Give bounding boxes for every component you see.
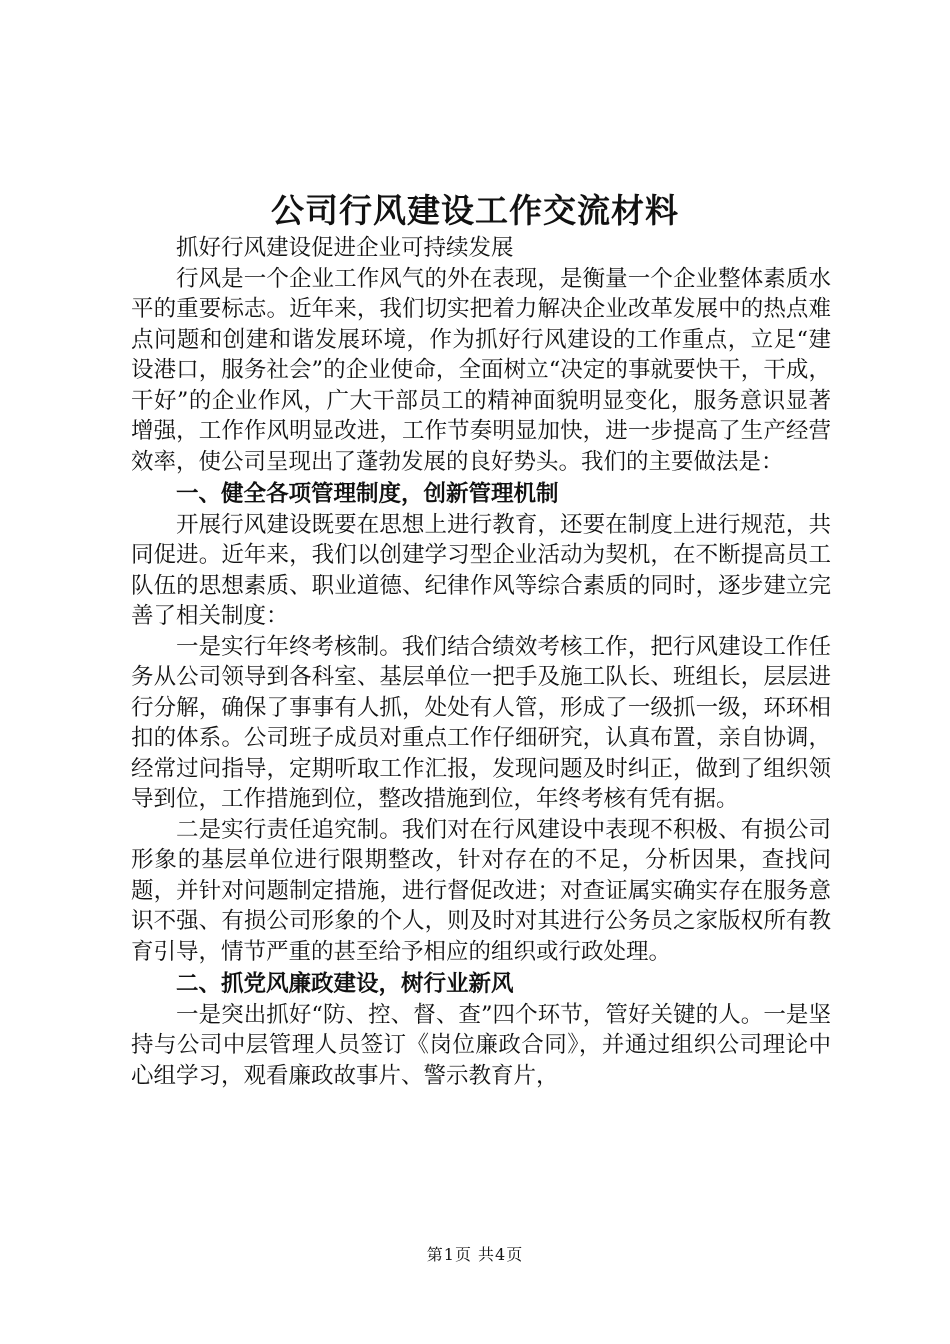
document-body — [131, 233, 831, 1091]
section-heading: 二、抓党风廉政建设，树行业新风 — [176, 971, 514, 997]
page-number-footer: 第1页 共4页 — [426, 1245, 524, 1264]
body-paragraph: 行风是一个企业工作风气的外在表现，是衡量一个企业整体素质水平的重要标志。近年来，我们切实把着力解决企业改革发展中的热点难点问题和创建和谐发展环境，作为抓好行风建设的工作重点，立足“建设港口，服务社会”的企业使命，全面树立“决定的事就要快干，干成，干好”的企业作风，广大干部员工的精神面貌明显变化，服务意识显著增强，工作作风明显改进，工作节奏明显加快，进一步提高了生产经营效率，使公司呈现出了蓬勃发展的良好势头。我们的主要做法是： — [131, 265, 831, 475]
body-paragraph: 开展行风建设既要在思想上进行教育，还要在制度上进行规范，共同促进。近年来，我们以创建学习型企业活动为契机，在不断提高员工队伍的思想素质、职业道德、纪律作风等综合素质的同时，逐步建立完善了相关制度： — [131, 511, 831, 629]
subtitle-paragraph: 抓好行风建设促进企业可持续发展 — [176, 235, 514, 261]
body-paragraph: 一是实行年终考核制。我们结合绩效考核工作，把行风建设工作任务从公司领导到各科室、基层单位一把手及施工队长、班组长，层层进行分解，确保了事事有人抓，处处有人管，形成了一级抓一级，环环相扣的体系。公司班子成员对重点工作仔细研究，认真布置，亲自协调，经常过问指导，定期听取工作汇报，发现问题及时纠正，做到了组织领导到位，工作措施到位，整改措施到位，年终考核有凭有据。 — [131, 633, 831, 812]
body-paragraph: 一是突出抓好“防、控、督、查”四个环节，管好关键的人。一是坚持与公司中层管理人员签订《岗位廉政合同》，并通过组织公司理论中心组学习，观看廉政故事片、警示教育片， — [131, 1001, 831, 1089]
section-heading: 一、健全各项管理制度，创新管理机制 — [176, 481, 559, 507]
document-title: 公司行风建设工作交流材料 — [271, 191, 679, 230]
body-paragraph: 二是实行责任追究制。我们对在行风建设中表现不积极、有损公司形象的基层单位进行限期整改，针对存在的不足，分析因果，查找问题，并针对问题制定措施，进行督促改进；对查证属实确实存在服务意识不强、有损公司形象的个人，则及时对其进行公务员之家版权所有教育引导，情节严重的甚至给予相应的组织或行政处理。 — [131, 816, 831, 965]
